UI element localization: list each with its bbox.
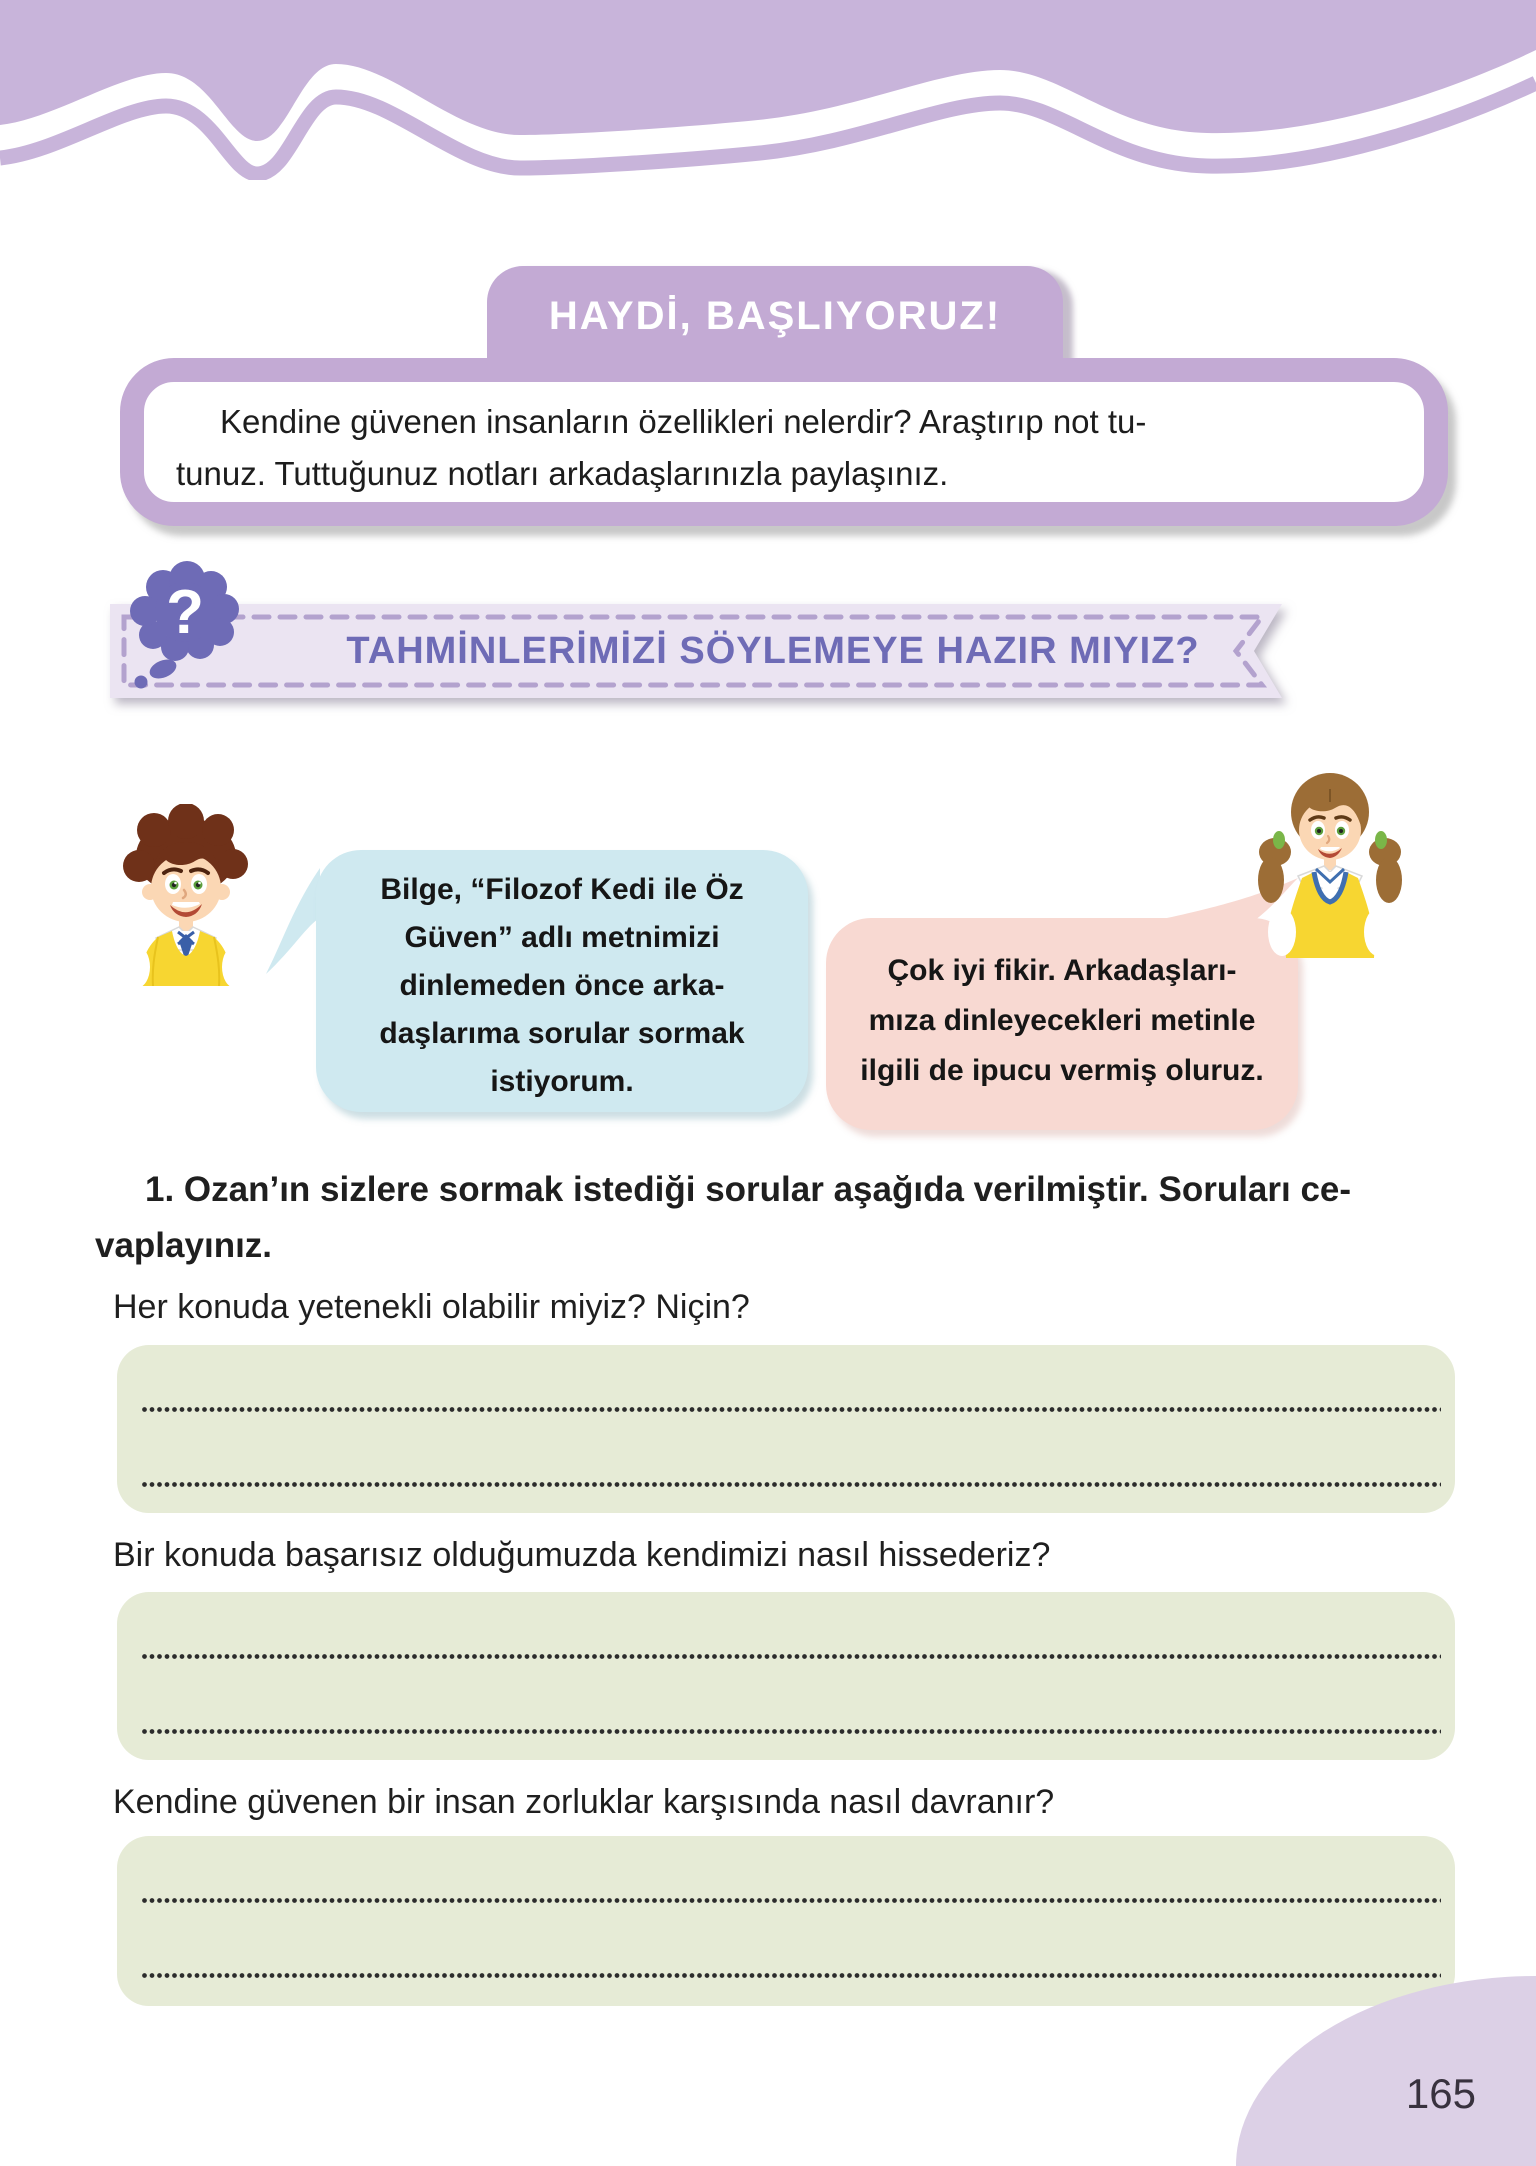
answer-line (142, 1729, 1441, 1734)
section-title-label: TAHMİNLERİMİZİ SÖYLEMEYE HAZIR MIYIZ? (346, 629, 1200, 672)
girl-character-illustration (1254, 760, 1406, 958)
boy-speech-bubble (316, 850, 808, 1112)
activity-instruction (95, 1162, 1461, 1274)
top-wave-decoration (0, 0, 1536, 180)
activity-instruction-line2: vaplayınız. (95, 1226, 273, 1265)
answer-line (142, 1898, 1441, 1903)
boy-bubble-line: Güven” adlı metnimizi (404, 921, 720, 954)
lets-begin-header-label: HAYDİ, BAŞLIYORUZ! (548, 293, 1002, 338)
question-3: Kendine güvenen bir insan zorluklar karşısında nasıl davranır? (113, 1783, 1055, 1821)
section-title (110, 604, 1286, 698)
boy-bubble-line: daşlarıma sorular sormak (379, 1017, 745, 1050)
girl-speech-bubble (826, 918, 1298, 1130)
intro-text-line2: tunuz. Tuttuğunuz notları arkadaşlarınızla paylaşınız. (176, 455, 949, 492)
girl-bubble-line: Çok iyi fikir. Arkadaşları- (887, 954, 1237, 987)
intro-text-line1: Kendine güvenen insanların özellikleri nelerdir? Araştırıp not tu- (220, 403, 1147, 440)
boy-bubble-tail (266, 862, 320, 980)
answer-line (142, 1654, 1441, 1659)
answer-line (142, 1973, 1441, 1978)
boy-bubble-line: Bilge, “Filozof Kedi ile Öz (380, 873, 744, 906)
answer-line (142, 1482, 1441, 1487)
answer-line (142, 1407, 1441, 1412)
girl-bubble-line: ilgili de ipucu vermiş oluruz. (860, 1054, 1264, 1087)
boy-character-illustration (112, 804, 260, 986)
lets-begin-header-tab (487, 266, 1063, 366)
question-mark-glyph: ? (166, 578, 204, 647)
question-2: Bir konuda başarısız olduğumuzda kendimizi nasıl hissederiz? (113, 1536, 1051, 1574)
answer-box-3[interactable] (117, 1836, 1455, 2006)
question-1: Her konuda yetenekli olabilir miyiz? Niçin? (113, 1288, 750, 1326)
activity-instruction-line1: 1. Ozan’ın sizlere sormak istediği sorular aşağıda verilmiştir. Soruları ce- (145, 1170, 1352, 1209)
boy-bubble-line: istiyorum. (490, 1065, 634, 1098)
page-number: 165 (1405, 2070, 1476, 2117)
intro-instruction-box (120, 358, 1448, 526)
question-thought-cloud-icon (124, 556, 252, 691)
girl-bubble-line: mıza dinleyecekleri metinle (868, 1004, 1256, 1037)
answer-box-2[interactable] (117, 1592, 1455, 1760)
boy-bubble-line: dinlemeden önce arka- (399, 969, 725, 1002)
answer-box-1[interactable] (117, 1345, 1455, 1513)
